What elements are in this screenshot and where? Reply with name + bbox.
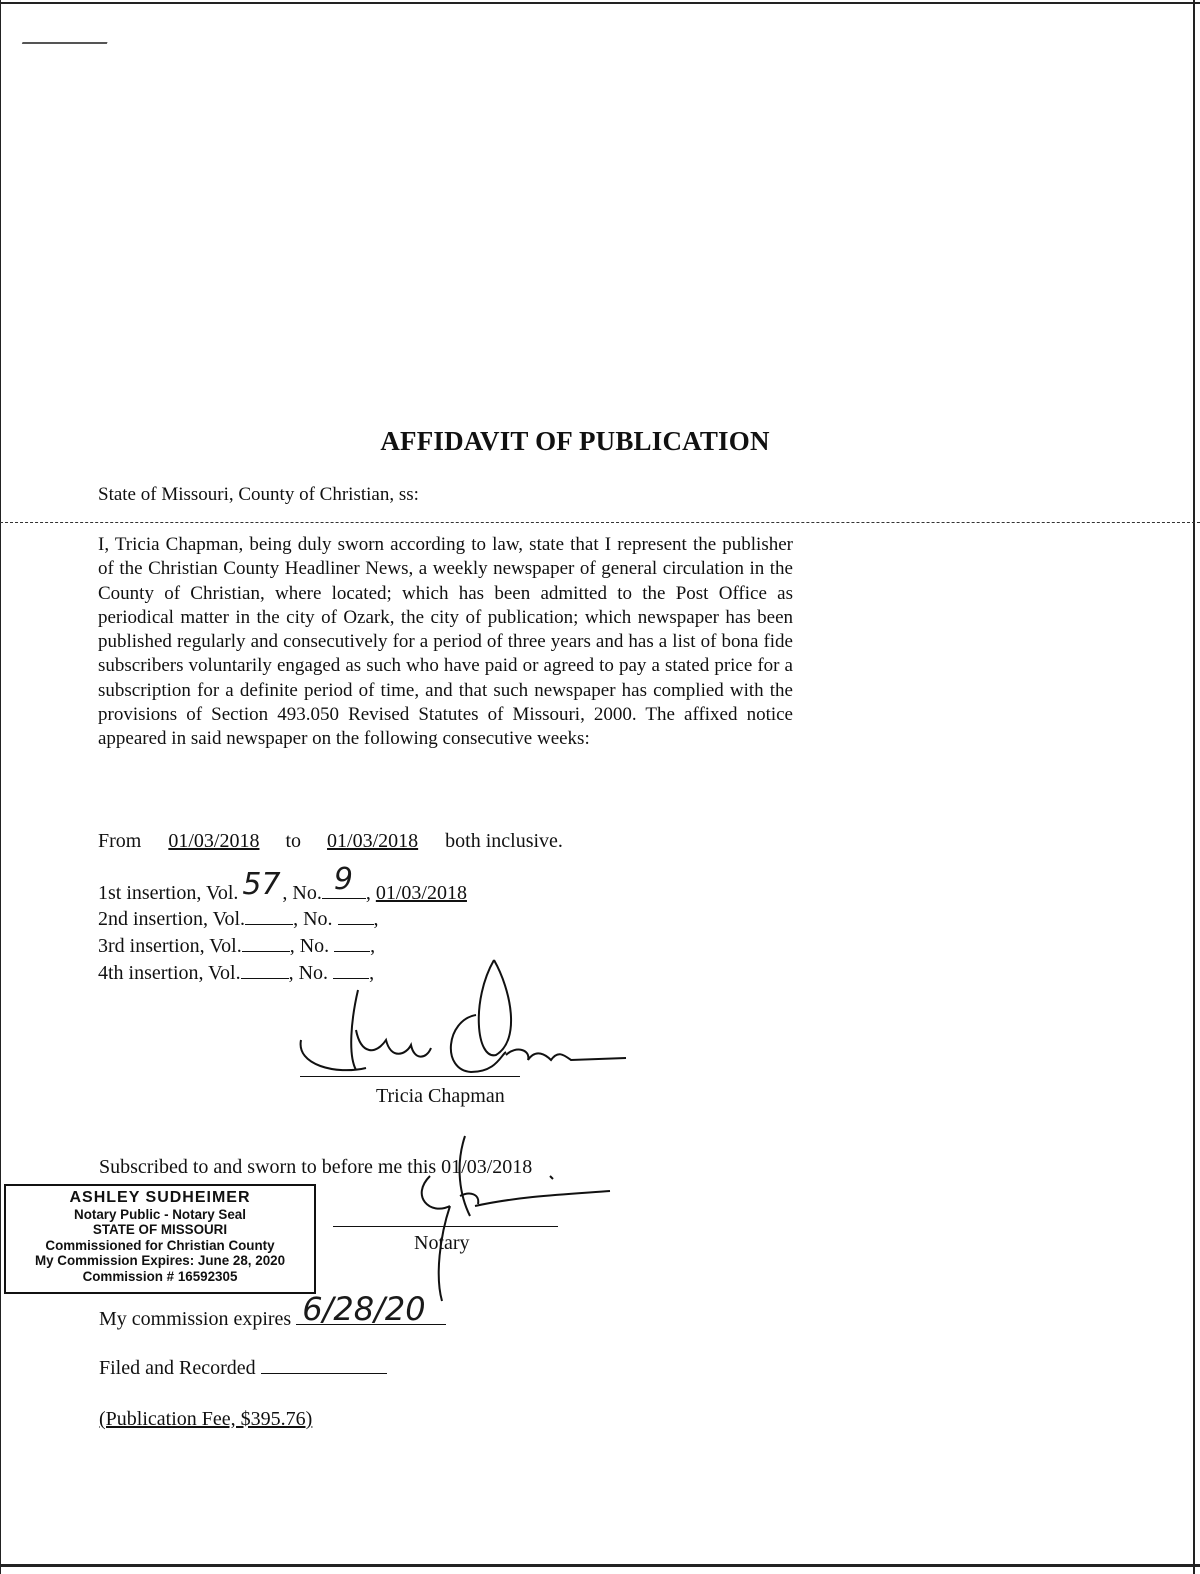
venue-line: State of Missouri, County of Christian, ss: bbox=[98, 484, 419, 505]
to-date: 01/03/2018 bbox=[327, 830, 419, 852]
vol-blank bbox=[245, 906, 293, 925]
insertion-label: 4th insertion, Vol. bbox=[98, 962, 241, 984]
signer-signature bbox=[296, 960, 641, 1080]
insertion-2: 2nd insertion, Vol. , No. , bbox=[98, 908, 379, 930]
insertion-4: 4th insertion, Vol. , No. , bbox=[98, 962, 375, 984]
notary-label: Notary bbox=[414, 1232, 470, 1254]
scan-bottom-border bbox=[0, 1564, 1200, 1567]
no-blank bbox=[338, 906, 374, 925]
insertion-label: 2nd insertion, Vol. bbox=[98, 908, 246, 930]
from-label: From bbox=[98, 830, 142, 852]
notary-line bbox=[333, 1226, 558, 1227]
commission-label: My commission expires bbox=[99, 1308, 292, 1330]
scan-mark bbox=[17, 42, 107, 56]
signer-name: Tricia Chapman bbox=[376, 1085, 505, 1107]
vol-blank bbox=[242, 933, 290, 952]
notary-stamp bbox=[4, 1184, 316, 1294]
handwritten-vol: 57 bbox=[242, 867, 281, 902]
publication-period bbox=[98, 830, 563, 853]
insertion-date: 01/03/2018 bbox=[375, 882, 467, 904]
insertion-no-label: , No. bbox=[289, 935, 330, 957]
to-label: to bbox=[285, 830, 302, 852]
insertion-1: 1st insertion, Vol. 57 , No. 9 , 01/03/2018 bbox=[98, 862, 467, 904]
publication-fee: (Publication Fee, $395.76) bbox=[99, 1408, 313, 1430]
stamp-line-3: Commissioned for Christian County bbox=[45, 1237, 275, 1253]
no-blank bbox=[334, 933, 370, 952]
insertion-no-label: , No. bbox=[282, 882, 322, 904]
affidavit-body: I, Tricia Chapman, being duly sworn according to law, state that I represent the publisher of the Christian County Headliner News, a weekly newspaper of general circulation in the County of Christian, where located; which has been admitted to the Post Office as periodical matter in the city of Ozark, the city of publication; which newspaper has been published regularly and consecutively for a period of three years and has a list of bona fide subscribers voluntarily engaged as such who have paid or agreed to pay a stated price for a subscription for a definite period of time, and that such newspaper has complied with the provisions of Section 493.050 Revised Statutes of Missouri, 2000. The affixed notice appeared in said newspaper on the following consecutive weeks: bbox=[98, 534, 793, 750]
stamp-line-1: Notary Public - Notary Seal bbox=[74, 1207, 246, 1222]
stamp-line-4: My Commission Expires: June 28, 2020 bbox=[34, 1253, 286, 1269]
scan-dash-line bbox=[0, 522, 1200, 523]
commission-date: 6/28/20 bbox=[302, 1290, 426, 1328]
insertion-no-label: , No. bbox=[288, 962, 329, 984]
insertion-no-label: , No. bbox=[293, 908, 333, 930]
insertion-label: 3rd insertion, Vol. bbox=[98, 935, 242, 957]
vol-blank bbox=[241, 960, 289, 979]
stamp-line-5: Commission # 16592305 bbox=[82, 1268, 238, 1284]
filed-label: Filed and Recorded bbox=[99, 1357, 256, 1379]
stamp-line-2: STATE OF MISSOURI bbox=[92, 1222, 228, 1238]
scan-right-border bbox=[1193, 0, 1195, 1574]
filed-recorded bbox=[99, 1355, 387, 1380]
from-date: 01/03/2018 bbox=[168, 830, 260, 852]
filed-blank bbox=[261, 1355, 387, 1374]
signature-line bbox=[300, 1076, 520, 1077]
insertion-3: 3rd insertion, Vol. , No. , bbox=[98, 935, 376, 957]
notary-signature bbox=[370, 1136, 615, 1306]
document-title: AFFIDAVIT OF PUBLICATION bbox=[380, 426, 770, 456]
handwritten-no: 9 bbox=[333, 862, 353, 897]
insertion-label: 1st insertion, Vol. bbox=[98, 882, 239, 904]
scan-left-border bbox=[0, 0, 1, 1574]
commission-expires bbox=[99, 1290, 446, 1331]
stamp-name: ASHLEY SUDHEIMER bbox=[69, 1189, 251, 1206]
period-suffix: both inclusive. bbox=[445, 830, 563, 852]
scan-top-border bbox=[0, 2, 1200, 4]
sworn-statement: Subscribed to and sworn to before me this 01/03/2018 bbox=[99, 1156, 533, 1178]
